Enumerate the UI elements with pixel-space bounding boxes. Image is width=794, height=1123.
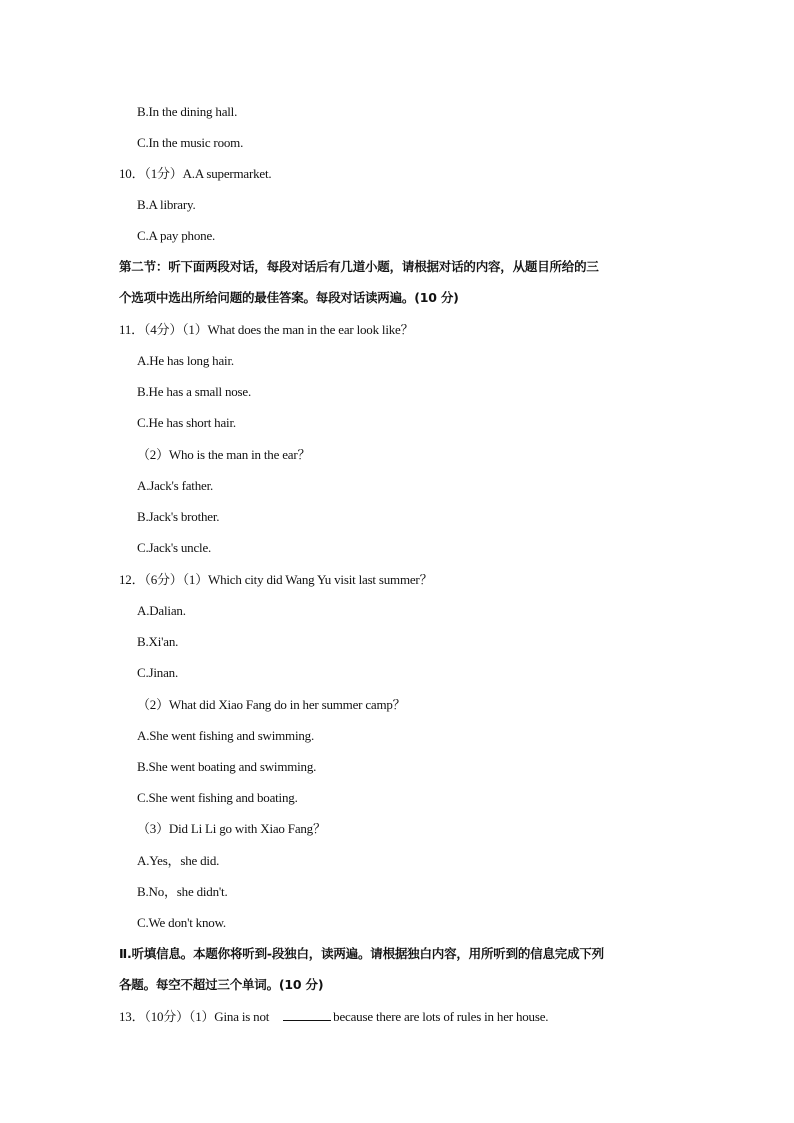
question-13-part-1 — [119, 1009, 548, 1025]
option-b-small-nose: B.He has a small nose. — [137, 384, 252, 399]
option-b-dining-hall: B.In the dining hall. — [137, 104, 238, 119]
part-2-instruction-line1: Ⅱ.听填信息。本题你将听到-段独白，读两遍。请根据独白内容，用所听到的信息完成下列 — [119, 946, 604, 961]
option-b-no: B.No，she didn't. — [137, 884, 228, 899]
option-b-jacks-brother: B.Jack's brother. — [137, 509, 220, 524]
answer-blank[interactable] — [283, 1009, 331, 1021]
question-11-part-2: （2）Who is the man in the ear？ — [137, 447, 311, 462]
question-10: 10．（1分）A.A supermarket. — [119, 166, 272, 181]
question-12-part-1: 12．（6分）（1）Which city did Wang Yu visit last summer？ — [119, 572, 433, 587]
question-13-prefix: 13．（10分）（1）Gina is not — [119, 1009, 270, 1024]
option-c-jacks-uncle: C.Jack's uncle. — [137, 540, 212, 555]
question-13-suffix: because there are lots of rules in her house. — [333, 1009, 549, 1024]
option-b-xian: B.Xi'an. — [137, 634, 179, 649]
section-2-instruction-line2: 个选项中选出所给问题的最佳答案。每段对话读两遍。(10 分) — [119, 290, 459, 305]
question-12-part-2: （2）What did Xiao Fang do in her summer camp？ — [137, 697, 406, 712]
option-c-music-room: C.In the music room. — [137, 135, 244, 150]
option-a-dalian: A.Dalian. — [137, 603, 186, 618]
option-c-pay-phone: C.A pay phone. — [137, 228, 216, 243]
option-a-yes: A.Yes，she did. — [137, 853, 220, 868]
option-a-jacks-father: A.Jack's father. — [137, 478, 214, 493]
section-2-instruction-line1: 第二节：听下面两段对话，每段对话后有几道小题，请根据对话的内容，从题目所给的三 — [119, 259, 599, 274]
part-2-instruction-line2: 各题。每空不超过三个单词。(10 分) — [119, 977, 324, 992]
question-11-part-1: 11．（4分）（1）What does the man in the ear look like？ — [119, 322, 414, 337]
option-a-long-hair: A.He has long hair. — [137, 353, 234, 368]
option-c-short-hair: C.He has short hair. — [137, 415, 236, 430]
question-12-part-3: （3）Did Li Li go with Xiao Fang？ — [137, 821, 326, 836]
option-c-fishing-boating: C.She went fishing and boating. — [137, 790, 298, 805]
option-c-jinan: C.Jinan. — [137, 665, 179, 680]
option-b-library: B.A library. — [137, 197, 196, 212]
option-c-dont-know: C.We don't know. — [137, 915, 226, 930]
option-b-boating-swimming: B.She went boating and swimming. — [137, 759, 317, 774]
option-a-fishing-swimming: A.She went fishing and swimming. — [137, 728, 315, 743]
